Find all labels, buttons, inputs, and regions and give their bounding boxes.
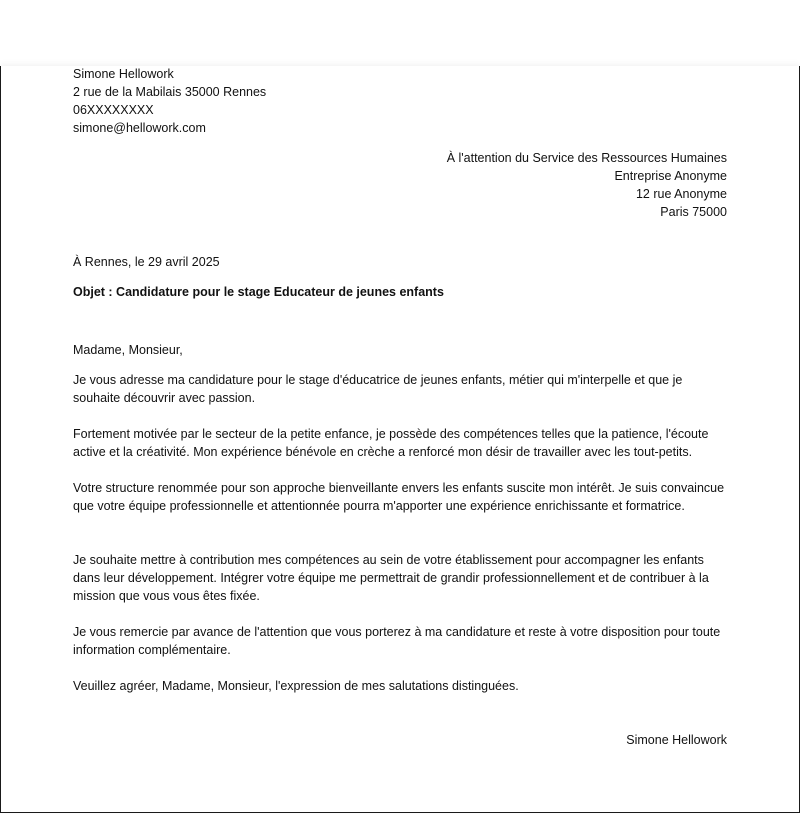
sender-name: Simone Hellowork [73, 67, 174, 81]
sender-phone: 06XXXXXXXX [73, 103, 154, 117]
recipient-city: Paris 75000 [660, 205, 727, 219]
signature: Simone Hellowork [626, 733, 727, 747]
closing-formula: Veuillez agréer, Madame, Monsieur, l'expression de mes salutations distinguées. [73, 679, 519, 693]
top-bar [0, 0, 800, 66]
sender-address: 2 rue de la Mabilais 35000 Rennes [73, 85, 267, 99]
paragraph-3: Votre structure renommée pour son approche bienveillante envers les enfants suscite mon intérêt. Je suis convaincue que votre équipe professionnelle et attentionnée pourra m'apporter une expérience enrichissante et formatrice. [73, 481, 725, 513]
letter-page [0, 66, 800, 813]
recipient-attention: À l'attention du Service des Ressources Humaines [446, 151, 727, 165]
sender-email: simone@hellowork.com [73, 121, 206, 135]
paragraph-2: Fortement motivée par le secteur de la petite enfance, je possède des compétences telles que la patience, l'écoute active et la créativité. Mon expérience bénévole en crèche a renforcé mon désir de travailler avec les tout-petits. [73, 427, 709, 459]
place-date: À Rennes, le 29 avril 2025 [73, 255, 220, 269]
salutation: Madame, Monsieur, [73, 343, 183, 357]
recipient-company: Entreprise Anonyme [614, 169, 727, 183]
subject-line: Objet : Candidature pour le stage Educateur de jeunes enfants [73, 285, 444, 299]
paragraph-1: Je vous adresse ma candidature pour le stage d'éducatrice de jeunes enfants, métier qui m'interpelle et que je souhaite découvrir avec passion. [73, 373, 683, 405]
paragraph-5: Je vous remercie par avance de l'attention que vous porterez à ma candidature et reste à votre disposition pour toute information complémentaire. [73, 625, 721, 657]
recipient-street: 12 rue Anonyme [635, 187, 727, 201]
paragraph-4: Je souhaite mettre à contribution mes compétences au sein de votre établissement pour accompagner les enfants dans leur développement. Intégrer votre équipe me permettrait de grandir professionnellement et de contribuer à la mission que vous vous êtes fixée. [73, 553, 709, 603]
